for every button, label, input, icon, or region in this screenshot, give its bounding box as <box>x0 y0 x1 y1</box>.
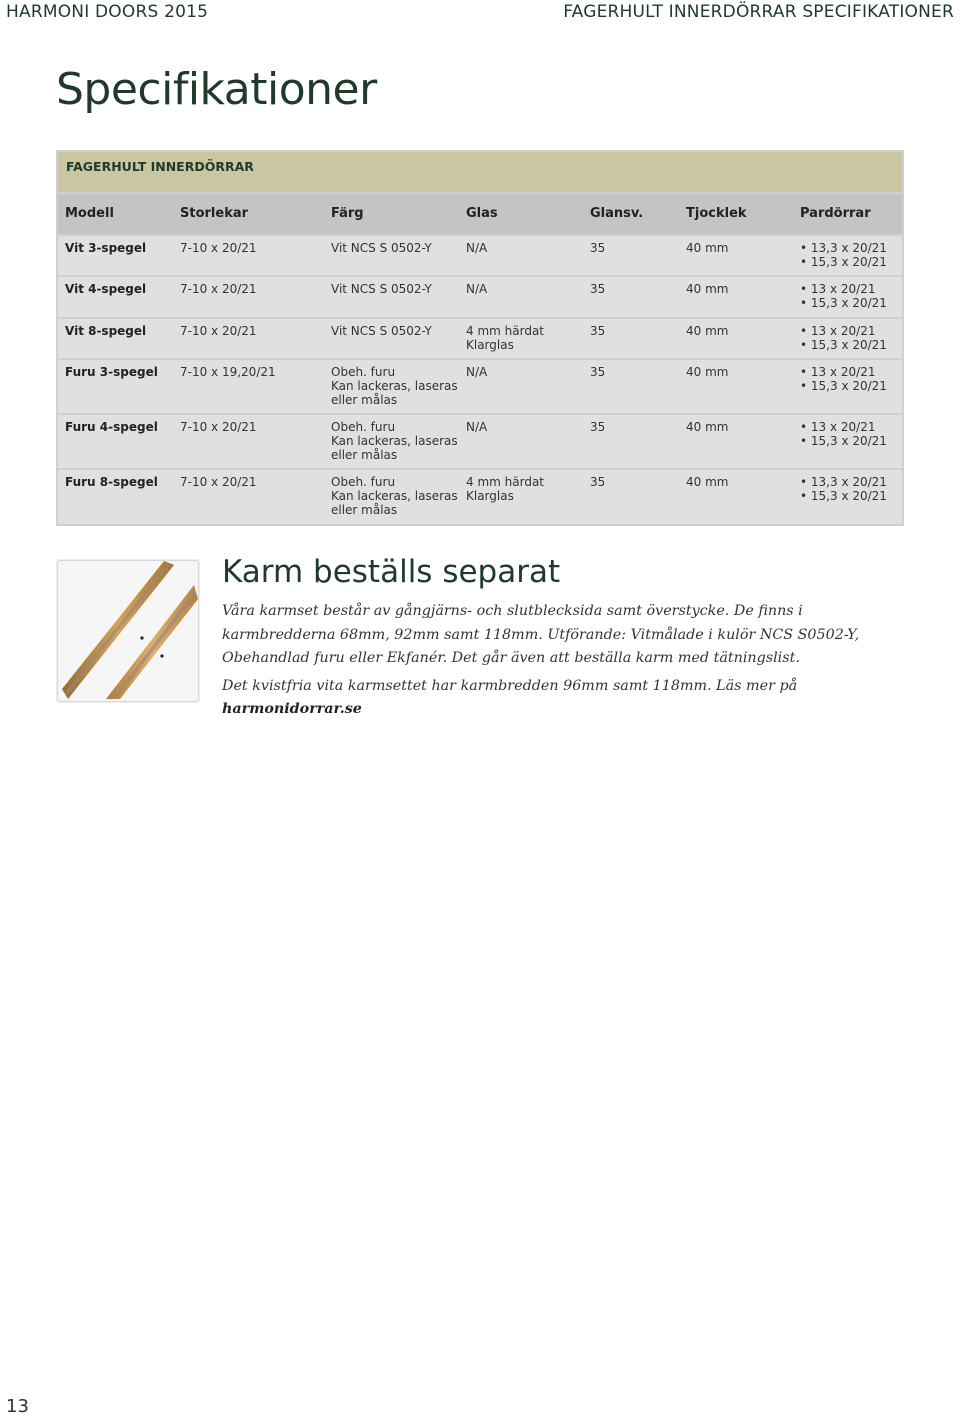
page-title: Specifikationer <box>56 64 377 115</box>
cell-modell: Vit 8-spegel <box>65 323 147 338</box>
cell-farg: Vit NCS S 0502-Y <box>331 241 432 255</box>
cell-glas: 4 mm härdat Klarglas <box>466 475 544 504</box>
cell-storlekar: 7-10 x 20/21 <box>180 475 257 490</box>
cell-storlekar: 7-10 x 19,20/21 <box>180 365 276 380</box>
header-section-title: FAGERHULT INNERDÖRRAR SPECIFIKATIONER <box>563 2 954 22</box>
cell-tjocklek: 40 mm <box>686 241 729 255</box>
karm-description: Våra karmset består av gångjärns- och slutblecksida samt överstycke. De finns i karmbredderna 68mm, 92mm samt 118mm. Utförande: Vitmålade i kulör NCS S0502-Y, Obehandlad furu eller Ekfanér. Det går även att beställa karm med tätningslist. <box>222 603 860 666</box>
pardorrar-item: • 13 x 20/21 <box>800 325 902 339</box>
cell-glansv: 35 <box>590 282 606 297</box>
cell-modell: Furu 4-spegel <box>65 420 158 435</box>
cell-glas: N/A <box>466 282 488 297</box>
table-row <box>58 319 902 358</box>
cell-tjocklek: 40 mm <box>686 475 729 490</box>
karm-title: Karm beställs separat <box>222 554 561 590</box>
cell-storlekar: 7-10 x 20/21 <box>180 420 257 435</box>
cell-modell: Vit 4-spegel <box>65 282 147 297</box>
cell-glansv: 35 <box>590 323 606 338</box>
pardorrar-item: • 15,3 x 20/21 <box>800 435 902 449</box>
table-header-row <box>58 194 902 234</box>
pardorrar-list <box>800 283 902 310</box>
pardorrar-item: • 13 x 20/21 <box>800 421 902 435</box>
cell-farg: Vit NCS S 0502-Y <box>331 323 432 338</box>
cell-glansv: 35 <box>590 241 606 255</box>
spec-table <box>56 150 904 526</box>
cell-tjocklek: 40 mm <box>686 282 729 297</box>
cell-pardorrar <box>793 319 902 358</box>
table-row <box>58 415 902 468</box>
cell-tjocklek: 40 mm <box>686 365 729 380</box>
cell-glansv: 35 <box>590 475 606 490</box>
cell-pardorrar <box>793 236 902 275</box>
column-header-modell: Modell <box>65 206 114 221</box>
cell-glansv: 35 <box>590 365 606 380</box>
cell-glansv: 35 <box>590 420 606 435</box>
cell-farg: Obeh. furu Kan lackeras, laseras eller målas <box>331 420 458 462</box>
cell-farg: Obeh. furu Kan lackeras, laseras eller målas <box>331 475 458 517</box>
cell-glas: N/A <box>466 241 488 255</box>
cell-modell: Furu 3-spegel <box>65 365 158 380</box>
column-header-farg: Färg <box>331 206 364 221</box>
cell-glas: N/A <box>466 365 488 380</box>
cell-farg: Vit NCS S 0502-Y <box>331 282 432 297</box>
table-row <box>58 470 902 523</box>
column-header-glansv: Glansv. <box>590 206 644 221</box>
pardorrar-item: • 13,3 x 20/21 <box>800 242 902 256</box>
pardorrar-item: • 15,3 x 20/21 <box>800 380 902 394</box>
pardorrar-item: • 15,3 x 20/21 <box>800 297 902 311</box>
cell-glas: 4 mm härdat Klarglas <box>466 323 544 352</box>
column-header-glas: Glas <box>466 206 498 221</box>
pardorrar-item: • 15,3 x 20/21 <box>800 339 902 353</box>
cell-pardorrar <box>793 277 902 316</box>
pardorrar-list <box>800 366 902 393</box>
table-row <box>58 236 902 275</box>
karm-note-text: Det kvistfria vita karmsettet har karmbredden 96mm samt 118mm. Läs mer på <box>222 678 798 694</box>
table-section-title: FAGERHULT INNERDÖRRAR <box>58 152 902 192</box>
column-header-tjocklek: Tjocklek <box>686 206 747 221</box>
cell-pardorrar <box>793 360 902 413</box>
table-row <box>58 360 902 413</box>
pardorrar-item: • 15,3 x 20/21 <box>800 256 902 270</box>
karm-note <box>222 675 912 721</box>
cell-tjocklek: 40 mm <box>686 323 729 338</box>
page-number: 13 <box>6 1396 29 1417</box>
header-brand: HARMONI DOORS 2015 <box>6 2 209 22</box>
cell-modell: Vit 3-spegel <box>65 241 147 255</box>
column-header-storlekar: Storlekar <box>180 206 249 221</box>
cell-storlekar: 7-10 x 20/21 <box>180 323 257 338</box>
door-frame-wood-image <box>56 559 200 703</box>
pardorrar-item: • 13 x 20/21 <box>800 283 902 297</box>
website-link[interactable]: harmonidorrar.se <box>222 701 362 717</box>
cell-modell: Furu 8-spegel <box>65 475 158 490</box>
cell-pardorrar <box>793 470 902 523</box>
cell-tjocklek: 40 mm <box>686 420 729 435</box>
pardorrar-list <box>800 325 902 352</box>
column-header-pardorrar: Pardörrar <box>800 206 871 221</box>
pardorrar-item: • 15,3 x 20/21 <box>800 490 902 504</box>
pardorrar-list <box>800 242 902 269</box>
pardorrar-list <box>800 421 902 448</box>
cell-glas: N/A <box>466 420 488 435</box>
pardorrar-item: • 13 x 20/21 <box>800 366 902 380</box>
cell-storlekar: 7-10 x 20/21 <box>180 282 257 297</box>
page-header <box>0 0 960 26</box>
cell-pardorrar <box>793 415 902 468</box>
table-row <box>58 277 902 316</box>
pardorrar-list <box>800 476 902 503</box>
pardorrar-item: • 13,3 x 20/21 <box>800 476 902 490</box>
table-body <box>58 236 902 524</box>
cell-storlekar: 7-10 x 20/21 <box>180 241 257 255</box>
cell-farg: Obeh. furu Kan lackeras, laseras eller målas <box>331 365 458 407</box>
